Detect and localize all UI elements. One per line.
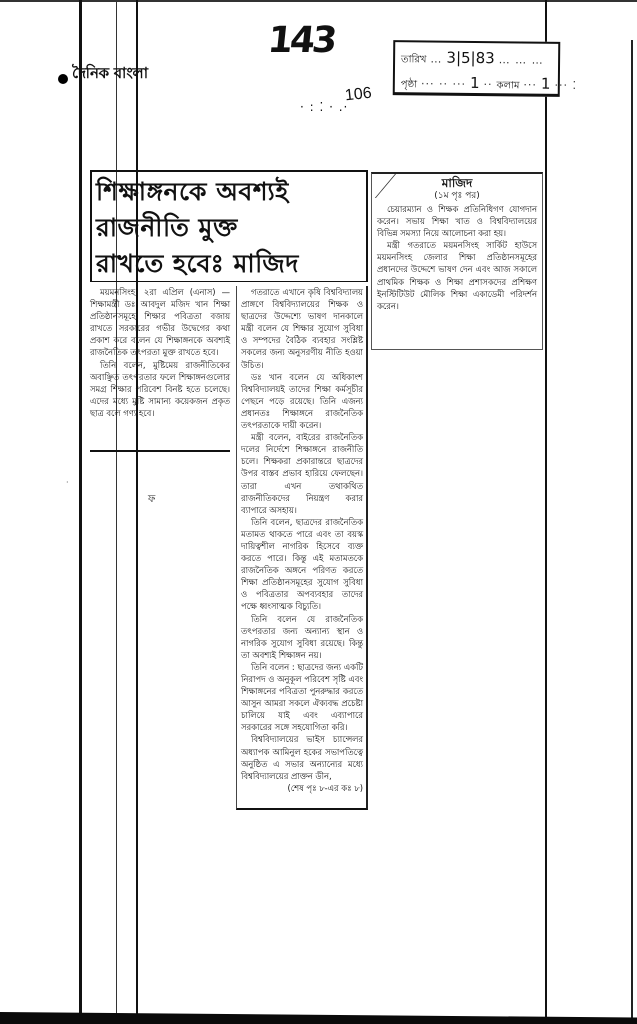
bullet-icon (58, 74, 68, 84)
date-label: তারিখ (401, 54, 427, 66)
scan-bottom-edge (0, 1012, 637, 1024)
dotted-leader: ··· ·· ··· (420, 77, 467, 91)
paragraph: বিশ্ববিদ্যালয়ের ভাইস চ্যান্সেলর অধ্যাপক আমিনুল হকের সভাপতিত্বে অনুষ্ঠিত এ সভার অন্যান্যের মধ্যে বিশ্ববিদ্যালয়ের প্রাক্তন ডীন, (241, 734, 363, 781)
column-label: কলাম (496, 80, 520, 92)
newspaper-name: দৈনিক বাংলা (72, 64, 148, 82)
dotted-leader: ··· ⁚ (554, 78, 578, 93)
paragraph: তিনি বলেন : ছাত্রদের জন্য একটি নিরাপদ ও অনুকূল পরিবেশ সৃষ্টি এবং শিক্ষাঙ্গনের পবিত্রতা পুনরুদ্ধার করতে আসুন আমরা সকলে ঐক্যবদ্ধ প্রচেষ্টা চালিয়ে যাই এবং এব্যাপারে সরকারের সঙ্গে সহযোগিতা করি। (241, 661, 363, 733)
paragraph: ডঃ খান বলেন যে অধিকাংশ বিশ্ববিদ্যালয়ই তাদের শিক্ষা কর্মসূচীর পেছনে পড়ে রয়েছে। তিনি এজন্য প্রধানতঃ শিক্ষাঙ্গনে রাজনৈতিক তৎপরতাকে দায়ী করেন। (241, 371, 363, 431)
continued-note: (শেষ পৃঃ ৮-এর কঃ ৮) (287, 782, 363, 793)
article-headline (90, 170, 368, 282)
margin-mark: ফ (148, 494, 156, 505)
column-value: 1 (540, 74, 551, 93)
headline-line: শিক্ষাঙ্গনকে অবশ্যই (96, 177, 289, 206)
paragraph: চেয়ারম্যান ও শিক্ষক প্রতিনিধিগণ যোগদান করেন। সভায় শিক্ষা খাত ও বিশ্ববিদ্যালয়ের বিভিন্ন সমস্যা নিয়ে আলোচনা করা হয়। (377, 204, 537, 239)
paragraph: তিনি বলেন, ছাত্রদের রাজনৈতিক মতামত থাকতে পারে এবং তা বয়স্ক দায়িত্বশীল নাগরিক হিসেবে ব্যক্ত করতে পারে। কিন্তু এই মতামতকে রাজনৈতিক অঙ্গনে পরিণত করতে শিক্ষা প্রতিষ্ঠানসমূহের সুযোগ সুবিধা ও পবিত্রতার অপব্যবহার তাদের পক্ষে ধ্বংসাত্মক বিচ্যুতি। (241, 516, 363, 612)
margin-line (545, 0, 547, 1024)
continued-from-note: (১ম পৃঃ পর) (434, 191, 480, 201)
stamp-number: 106 (344, 84, 373, 105)
paragraph: তিনি বলেন, মুষ্টিমেয় রাজনীতিকের অবাঞ্ছিত তৎপরতার ফলে শিক্ষাঙ্গনগুলোর সমগ্র শিক্ষার পরিবেশ বিনষ্ট হতে চলেছে। এদের মধ্যে মুষ্টি সামান্য কয়েকজন প্রকৃত ছাত্র বলে গণ্য হবে। (90, 359, 230, 418)
paragraph: তিনি বলেন যে রাজনৈতিক তৎপরতার জন্য অন্যান্য স্থান ও নাগরিক সুযোগ সুবিধা রয়েছে। কিন্তু তা অবশ্যই শিক্ষাঙ্গন নয়। (241, 613, 363, 660)
page-value: 1 (469, 73, 480, 93)
dotted-leader: … … … (498, 53, 544, 67)
continuation-title: মাজিদ (441, 176, 473, 190)
article-column-left (90, 286, 230, 419)
paragraph: গতরাতে এখানে কৃষি বিশ্ববিদ্যালয় প্রাঙ্গণে বিশ্ববিদ্যালয়ের শিক্ষক ও ছাত্রদের উদ্দেশ্যে ভাষণ দানকালে মন্ত্রী বলেন যে শিক্ষার সুযোগ সুবিধা ও সম্পদের বৈঠিক ব্যবহার সংশ্লিষ্ট সকলের জন্য অনুসরণীয় নীতি হওয়া উচিত। (241, 287, 363, 370)
folio-number: 143 (265, 20, 337, 61)
headline-line: রাজনীতি মুক্ত (96, 213, 238, 242)
faded-stamp: · : ⁚ · .· (300, 100, 349, 114)
dotted-leader: … (430, 52, 443, 66)
dotted-leader: ··· (523, 78, 538, 92)
continuation-clipping (371, 172, 543, 350)
date-stamp-box (393, 40, 578, 97)
column-end-rule (90, 450, 230, 452)
article-column-right (236, 286, 368, 810)
page-row (400, 71, 578, 98)
binding-line (79, 0, 82, 1024)
paragraph: মন্ত্রী গতরাতে ময়মনসিংহ সার্কিট হাউসে ময়মনসিংহ জেলার শিক্ষা প্রতিষ্ঠানসমূহের প্রধানদের উদ্দেশে ভাষণ দেন এবং আজ সকালে প্রাথমিক শিক্ষক ও শিক্ষা প্রশাসকদের প্রশিক্ষণ ইনস্টিটিউট মৌলিক শিক্ষা একাডেমী পরিদর্শন করেন। (377, 240, 537, 311)
scan-top-edge (0, 0, 637, 2)
page-edge-line (631, 40, 633, 1024)
date-value: 3|5|83 (446, 48, 495, 68)
news-clipping (90, 170, 368, 810)
page-label: পৃষ্ঠা (400, 79, 418, 91)
paragraph: ময়মনসিংহ, ২রা এপ্রিল (এনাস) —শিক্ষামন্ত্রী ডঃ আবদুল মজিদ খান শিক্ষা প্রতিষ্ঠানসমূহে শিক্ষার পবিত্রতা বজায় রাখতে সরকারের গভীর উদ্বেগের কথা প্রকাশ করে বলেন যে শিক্ষাঙ্গনকে অবশ্যই রাজনৈতিক তৎপরতা মুক্ত রাখতে হবে। (90, 287, 230, 358)
paragraph: মন্ত্রী বলেন, বাইরের রাজনৈতিক দলের নির্দেশে শিক্ষাঙ্গনে রাজনীতি চলে। শিক্ষকরা প্রকারান্তরে ছাত্রদের উপর বাস্তব প্রভাব হারিয়ে ফেলছেন। তারা এখন তথাকথিত রাজনীতিকদের নিয়ন্ত্রণ করার ব্যাপারে অসহায়। (241, 432, 363, 515)
date-row (401, 46, 552, 73)
headline-line: রাখতে হবেঃ মাজিদ (96, 249, 299, 278)
newspaper-source (58, 62, 148, 87)
dotted-leader: ·· (483, 78, 493, 92)
scan-speck: · (66, 478, 69, 487)
